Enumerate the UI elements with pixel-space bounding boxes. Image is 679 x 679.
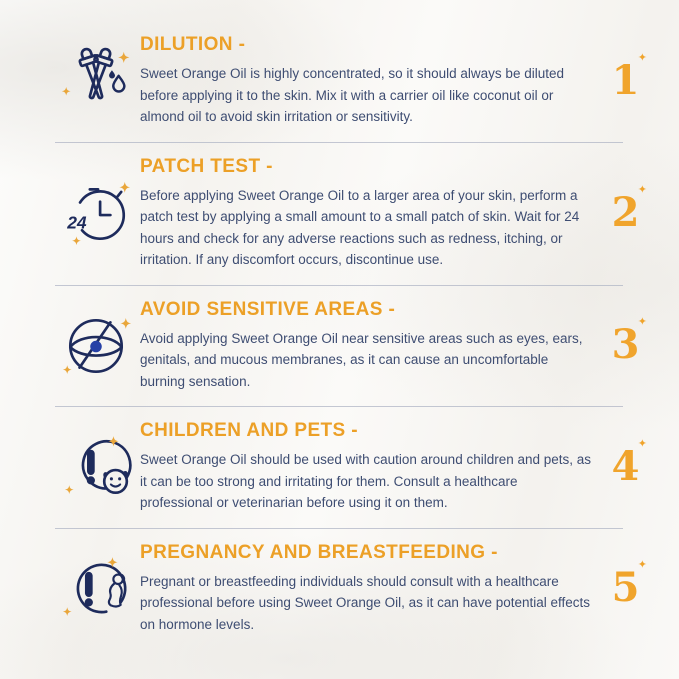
sparkle-icon: ✦: [637, 437, 647, 450]
section-body: Sweet Orange Oil should be used with caution around children and pets, as it can be too strong and irritating for them. Consult a healthcare professional or veterinarian before using it on them.: [140, 452, 592, 510]
sparkle-icon: ✦: [637, 316, 647, 329]
section-body: Before applying Sweet Orange Oil to a larger area of your skin, perform a patch test by applying a small amount to a small patch of skin. Wait for 24 hours and check for any adverse reactions such as redness, itching, or irritation. If any discomfort occurs, discontinue use.: [140, 187, 580, 267]
dropper-icon: [52, 44, 140, 118]
sparkle-icon: ✦: [637, 559, 647, 572]
section-body: Sweet Orange Oil is highly concentrated, so it should always be diluted before applying it to the skin. Mix it with a carrier oil like coconut oil or almond oil to avoid skin irritation or sensitivity.: [140, 66, 564, 124]
section-dilution: [0, 28, 679, 142]
section-title: PREGNANCY AND BREASTFEEDING -: [140, 541, 498, 563]
section-number: [592, 51, 659, 104]
section-avoid-sensitive-areas: [0, 286, 679, 407]
section-title: DILUTION -: [140, 34, 246, 55]
section-body: Avoid applying Sweet Orange Oil near sensitive areas such as eyes, ears, genitals, and mucous membranes, as it can cause an uncomfortable burning sensation.: [140, 330, 583, 389]
section-content: [140, 34, 592, 128]
sparkle-icon: ✦: [637, 51, 647, 64]
section-content: [140, 156, 592, 271]
section-pregnancy-breastfeeding: [0, 529, 679, 650]
24-hour-clock-icon: [52, 176, 140, 250]
section-title: AVOID SENSITIVE AREAS -: [140, 298, 396, 320]
number-text: 1: [611, 56, 640, 104]
section-number: [592, 316, 659, 369]
section-content: [140, 542, 592, 636]
section-number: [592, 559, 659, 612]
section-content: [140, 420, 592, 514]
section-title: PATCH TEST -: [140, 155, 273, 177]
child-caution-icon: [52, 430, 140, 504]
number-text: 2: [611, 189, 640, 236]
sparkle-icon: ✦: [637, 184, 647, 196]
number-text: 3: [611, 321, 640, 369]
section-title: CHILDREN AND PETS -: [140, 420, 359, 441]
section-body: Pregnant or breastfeeding individuals should consult with a healthcare professional before using Sweet Orange Oil, as it can have potential effects on hormone levels.: [140, 573, 591, 632]
section-content: [140, 299, 592, 393]
number-text: 5: [611, 564, 640, 612]
clock-24-label: 24: [67, 212, 87, 233]
number-text: 4: [611, 442, 640, 490]
section-children-and-pets: [0, 407, 679, 528]
section-patch-test: [0, 143, 679, 285]
section-number: [592, 184, 659, 236]
section-number: [592, 437, 659, 490]
no-eye-icon: [52, 308, 140, 382]
pregnancy-caution-icon: [52, 551, 140, 625]
